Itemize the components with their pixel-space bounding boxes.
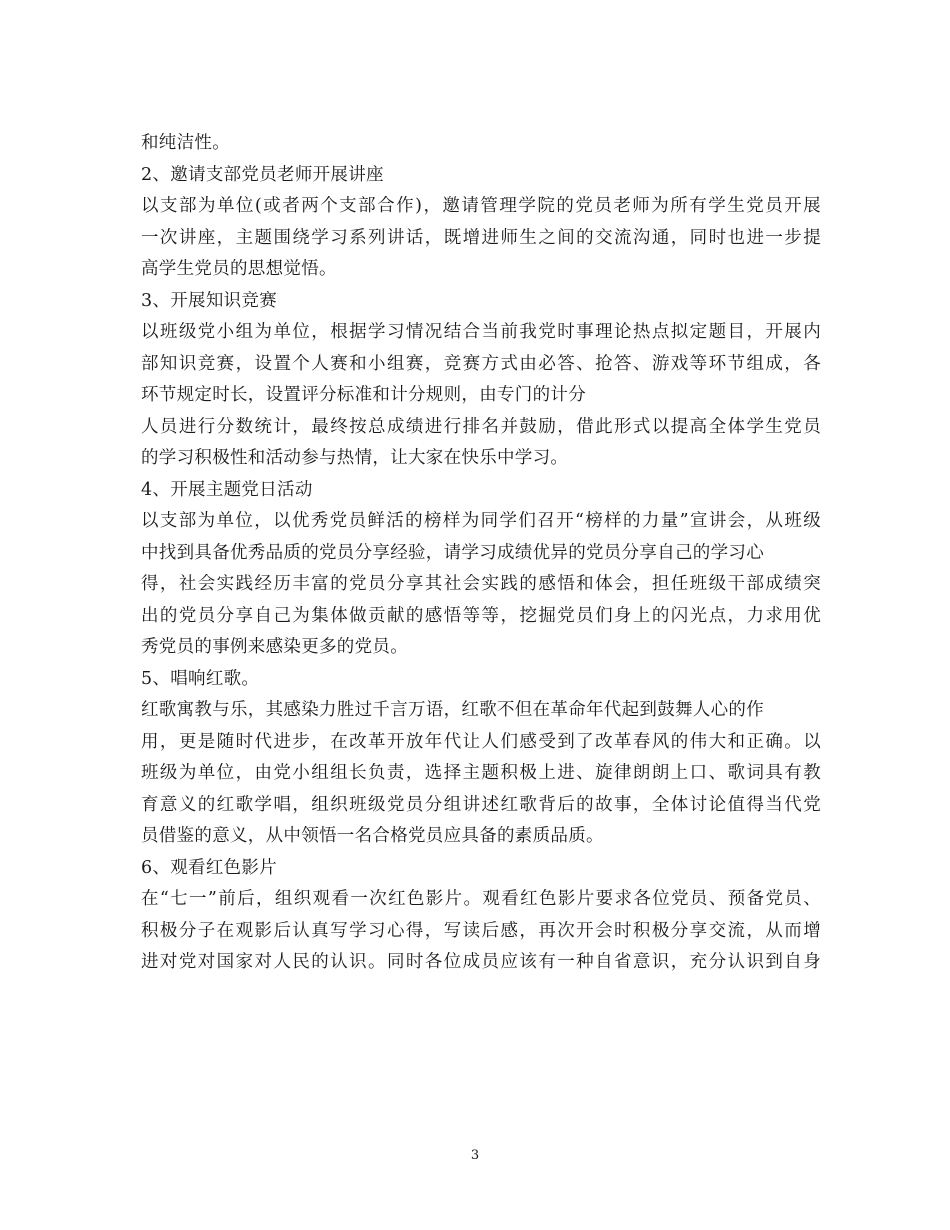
text-line: 人员进行分数统计，最终按总成绩进行排名并鼓励，借此形式以提高全体学生党员: [141, 416, 821, 437]
text-line: 4、开展主题党日活动: [141, 479, 313, 500]
document-body: [141, 128, 821, 979]
text-line: 进对党对国家对人民的认识。同时各位成员应该有一种自省意识，充分认识到自身: [141, 952, 821, 972]
text-line: 以支部为单位(或者两个支部合作)，邀请管理学院的党员老师为所有学生党员开展: [141, 196, 821, 216]
text-line: 员借鉴的意义，从中领悟一名合格党员应具备的素质品质。: [141, 826, 604, 846]
text-line: 红歌寓教与乐，其感染力胜过千言万语，红歌不但在革命年代起到鼓舞人心的作: [141, 700, 764, 720]
text-line: 用，更是随时代进步，在改革开放年代让人们感受到了改革春风的伟大和正确。以: [141, 731, 821, 752]
text-line: 积极分子在观影后认真写学习心得，写读后感，再次开会时积极分享交流，从而增: [141, 920, 821, 941]
text-line: 出的党员分享自己为集体做贡献的感悟等等，挖掘党员们身上的闪光点，力求用优: [141, 605, 821, 626]
text-line: 部知识竞赛，设置个人赛和小组赛，竞赛方式由必答、抢答、游戏等环节组成，各: [141, 353, 821, 374]
text-line: 2、邀请支部党员老师开展讲座: [141, 164, 384, 185]
text-line: 以班级党小组为单位，根据学习情况结合当前我党时事理论热点拟定题目，开展内: [141, 322, 821, 342]
text-line: 高学生党员的思想觉悟。: [141, 259, 337, 279]
text-line: 班级为单位，由党小组组长负责，选择主题积极上进、旋律朗朗上口、歌词具有教: [141, 763, 821, 783]
text-line: 6、观看红色影片: [141, 857, 278, 878]
text-line: 在“七一”前后，组织观看一次红色影片。观看红色影片要求各位党员、预备党员、: [141, 889, 821, 909]
page-number: 3: [470, 1148, 480, 1163]
text-line: 环节规定时长，设置评分标准和计分规则，由专门的计分: [141, 385, 586, 405]
text-line: 以支部为单位，以优秀党员鲜活的榜样为同学们召开“榜样的力量”宣讲会，从班级: [141, 511, 821, 531]
text-line: 秀党员的事例来感染更多的党员。: [141, 637, 408, 657]
text-line: 5、唱响红歌。: [141, 668, 260, 689]
text-line: 一次讲座，主题围绕学习系列讲话，既增进师生之间的交流沟通，同时也进一步提: [141, 227, 821, 248]
text-line: 3、开展知识竞赛: [141, 290, 278, 311]
text-line: 的学习积极性和活动参与热情，让大家在快乐中学习。: [141, 448, 569, 468]
text-line: 中找到具备优秀品质的党员分享经验，请学习成绩优异的党员分享自己的学习心: [141, 542, 764, 563]
text-line: 育意义的红歌学唱，组织班级党员分组讲述红歌背后的故事，全体讨论值得当代党: [141, 794, 821, 815]
text-line: 和纯洁性。: [141, 133, 230, 153]
text-line: 得，社会实践经历丰富的党员分享其社会实践的感悟和体会，担任班级干部成绩突: [141, 574, 821, 594]
